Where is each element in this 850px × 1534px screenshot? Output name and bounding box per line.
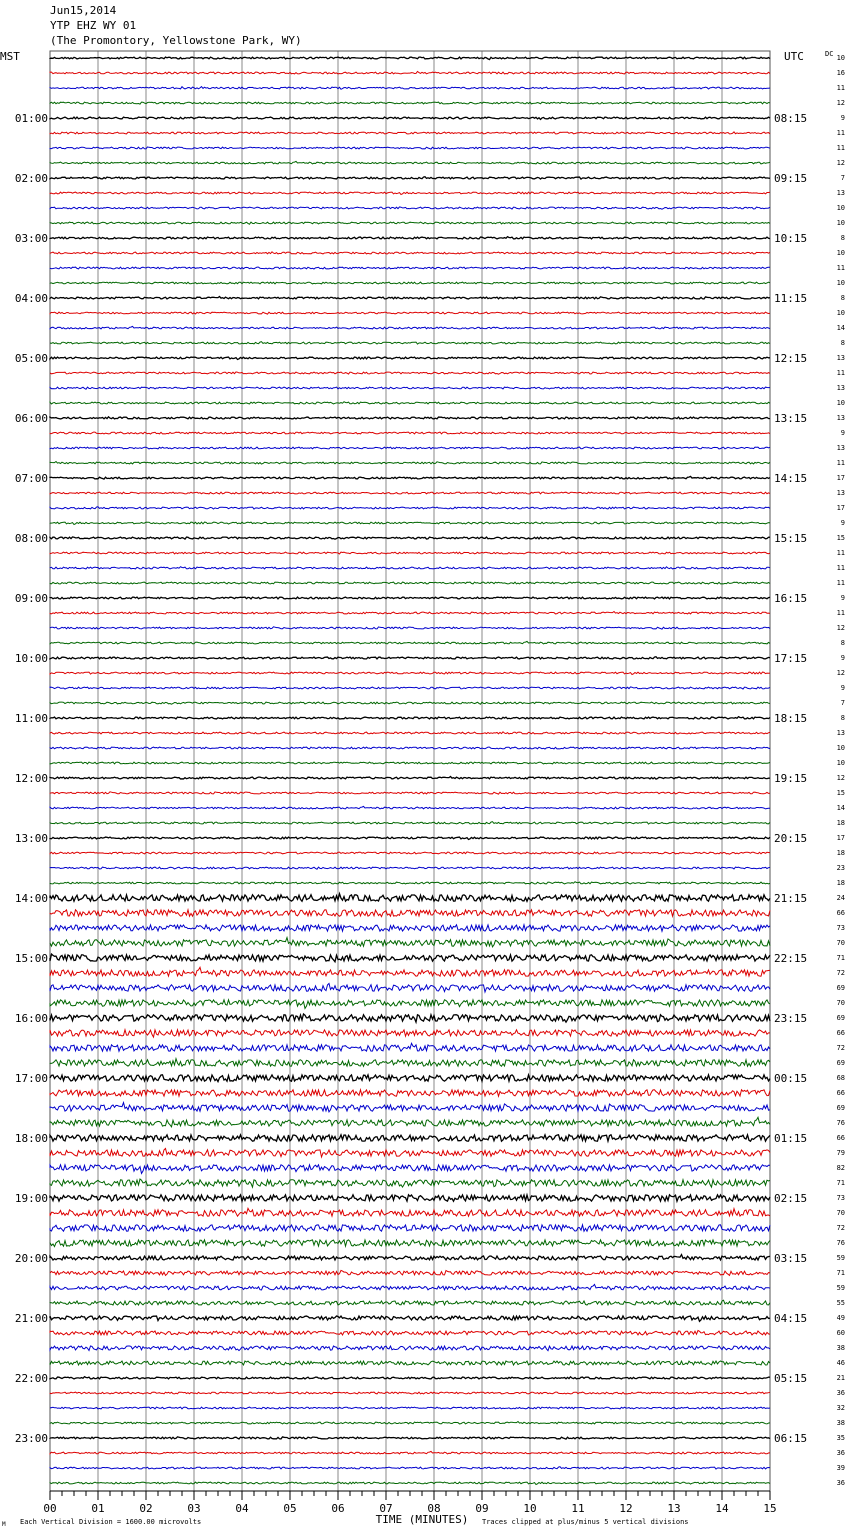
dc-offset-label: 10 bbox=[836, 759, 845, 767]
trace-47 bbox=[50, 762, 770, 764]
trace-22 bbox=[50, 387, 770, 389]
trace-92 bbox=[50, 1437, 770, 1439]
trace-25 bbox=[50, 432, 770, 434]
footer-clip-note: Traces clipped at plus/minus 5 vertical divisions bbox=[482, 1518, 689, 1526]
trace-28 bbox=[50, 476, 770, 479]
dc-offset-label: 60 bbox=[836, 1329, 845, 1337]
left-axis-label: MST bbox=[0, 50, 20, 63]
trace-30 bbox=[50, 507, 770, 509]
dc-offset-label: 8 bbox=[840, 714, 845, 722]
trace-8 bbox=[50, 177, 770, 179]
trace-48 bbox=[50, 777, 770, 780]
trace-75 bbox=[50, 1179, 770, 1187]
left-hour-label: 12:00 bbox=[14, 772, 48, 785]
dc-offset-label: 39 bbox=[836, 1464, 845, 1472]
dc-offset-label: 59 bbox=[836, 1254, 845, 1262]
dc-offset-label: 10 bbox=[836, 219, 845, 227]
dc-offset-label: 11 bbox=[836, 564, 845, 572]
dc-offset-label: 11 bbox=[836, 549, 845, 557]
dc-offset-label: 8 bbox=[840, 294, 845, 302]
dc-offset-label: 13 bbox=[836, 489, 845, 497]
dc-offset-label: 12 bbox=[836, 669, 845, 677]
left-hour-label: 15:00 bbox=[14, 952, 48, 965]
dc-offset-label: 24 bbox=[836, 894, 845, 902]
trace-11 bbox=[50, 222, 770, 224]
dc-offset-label: 15 bbox=[836, 789, 845, 797]
dc-offset-label: 72 bbox=[836, 1224, 845, 1232]
trace-81 bbox=[50, 1270, 770, 1275]
trace-54 bbox=[50, 867, 770, 869]
trace-35 bbox=[50, 582, 770, 584]
dc-offset-label: 72 bbox=[836, 1044, 845, 1052]
dc-offset-label: 18 bbox=[836, 849, 845, 857]
x-tick-label: 13 bbox=[667, 1502, 681, 1515]
dc-offset-label: 9 bbox=[840, 114, 845, 122]
trace-58 bbox=[50, 925, 770, 931]
dc-offset-label: 23 bbox=[836, 864, 845, 872]
trace-73 bbox=[50, 1149, 770, 1158]
dc-offset-label: 66 bbox=[836, 909, 845, 917]
trace-33 bbox=[50, 552, 770, 554]
trace-93 bbox=[50, 1451, 770, 1454]
dc-offset-label: 8 bbox=[840, 339, 845, 347]
trace-layer bbox=[50, 57, 770, 1484]
trace-16 bbox=[50, 297, 770, 300]
right-hour-label: 11:15 bbox=[774, 292, 808, 305]
trace-19 bbox=[50, 342, 770, 344]
trace-42 bbox=[50, 687, 770, 689]
dc-offset-label: 18 bbox=[836, 819, 845, 827]
dc-offset-label: 13 bbox=[836, 189, 845, 197]
trace-62 bbox=[50, 984, 770, 993]
trace-55 bbox=[50, 882, 770, 884]
x-tick-label: 02 bbox=[139, 1502, 153, 1515]
trace-60 bbox=[50, 954, 770, 962]
trace-1 bbox=[50, 72, 770, 74]
x-axis-label: TIME (MINUTES) bbox=[375, 1513, 469, 1526]
dc-offset-label: 76 bbox=[836, 1239, 845, 1247]
dc-offset-label: 13 bbox=[836, 384, 845, 392]
left-hour-label: 23:00 bbox=[14, 1432, 48, 1445]
right-hour-label: 21:15 bbox=[774, 892, 808, 905]
trace-85 bbox=[50, 1331, 770, 1336]
trace-38 bbox=[50, 627, 770, 629]
trace-66 bbox=[50, 1043, 770, 1051]
trace-24 bbox=[50, 417, 770, 419]
dc-offset-label: 73 bbox=[836, 924, 845, 932]
right-hour-label: 00:15 bbox=[774, 1072, 808, 1085]
dc-offset-label: 66 bbox=[836, 1089, 845, 1097]
trace-76 bbox=[50, 1195, 770, 1201]
dc-offset-label: 82 bbox=[836, 1164, 845, 1172]
trace-4 bbox=[50, 117, 770, 119]
right-axis-label: UTC bbox=[784, 50, 804, 63]
trace-14 bbox=[50, 267, 770, 269]
header-date: Jun15,2014 bbox=[50, 4, 117, 17]
left-hour-label: 16:00 bbox=[14, 1012, 48, 1025]
dc-offset-label: 17 bbox=[836, 474, 845, 482]
trace-87 bbox=[50, 1361, 770, 1365]
trace-77 bbox=[50, 1208, 770, 1216]
trace-40 bbox=[50, 657, 770, 659]
right-hour-label: 04:15 bbox=[774, 1312, 808, 1325]
dc-offset-label: 79 bbox=[836, 1149, 845, 1157]
dc-offset-label: 12 bbox=[836, 624, 845, 632]
left-hour-label: 20:00 bbox=[14, 1252, 48, 1265]
trace-15 bbox=[50, 282, 770, 284]
dc-offset-label: 36 bbox=[836, 1479, 845, 1487]
trace-51 bbox=[50, 822, 770, 824]
x-tick-label: 05 bbox=[283, 1502, 297, 1515]
trace-91 bbox=[50, 1422, 770, 1425]
dc-offset-label: 9 bbox=[840, 594, 845, 602]
right-hour-label: 13:15 bbox=[774, 412, 808, 425]
trace-45 bbox=[50, 732, 770, 734]
right-hour-label: 03:15 bbox=[774, 1252, 808, 1265]
dc-offset-label: 38 bbox=[836, 1344, 845, 1352]
trace-18 bbox=[50, 326, 770, 329]
dc-offset-label: 9 bbox=[840, 684, 845, 692]
x-tick-label: 06 bbox=[331, 1502, 345, 1515]
trace-80 bbox=[50, 1255, 770, 1260]
left-hour-label: 08:00 bbox=[14, 532, 48, 545]
trace-5 bbox=[50, 132, 770, 134]
right-hour-label: 18:15 bbox=[774, 712, 808, 725]
trace-12 bbox=[50, 237, 770, 239]
trace-37 bbox=[50, 612, 770, 614]
dc-offset-label: 11 bbox=[836, 579, 845, 587]
x-tick-label: 09 bbox=[475, 1502, 489, 1515]
left-hour-label: 02:00 bbox=[14, 172, 48, 185]
trace-29 bbox=[50, 492, 770, 494]
trace-23 bbox=[50, 402, 770, 404]
dc-offset-label: 55 bbox=[836, 1299, 845, 1307]
dc-offset-label: 10 bbox=[836, 399, 845, 407]
corner-mark: M bbox=[2, 1521, 6, 1528]
header-station: YTP EHZ WY 01 bbox=[50, 19, 137, 32]
left-hour-label: 04:00 bbox=[14, 292, 48, 305]
trace-53 bbox=[50, 852, 770, 854]
dc-offset-label: 73 bbox=[836, 1194, 845, 1202]
left-hour-label: 22:00 bbox=[14, 1372, 48, 1385]
trace-63 bbox=[50, 1000, 770, 1009]
dc-offset-label: 9 bbox=[840, 654, 845, 662]
trace-70 bbox=[50, 1103, 770, 1112]
dc-offset-label: 70 bbox=[836, 1209, 845, 1217]
trace-36 bbox=[50, 597, 770, 599]
dc-offset-label: 7 bbox=[840, 699, 845, 707]
dc-offset-label: 9 bbox=[840, 519, 845, 527]
left-hour-label: 09:00 bbox=[14, 592, 48, 605]
left-hour-label: 10:00 bbox=[14, 652, 48, 665]
dc-offset-label: 9 bbox=[840, 429, 845, 437]
dc-offset-label: 69 bbox=[836, 984, 845, 992]
x-tick-label: 08 bbox=[427, 1502, 441, 1515]
right-hour-label: 20:15 bbox=[774, 832, 808, 845]
trace-71 bbox=[50, 1117, 770, 1127]
trace-61 bbox=[50, 967, 770, 976]
right-hour-label: 02:15 bbox=[774, 1192, 808, 1205]
trace-65 bbox=[50, 1030, 770, 1037]
right-hour-label: 19:15 bbox=[774, 772, 808, 785]
left-hour-label: 18:00 bbox=[14, 1132, 48, 1145]
dc-offset-label: 68 bbox=[836, 1074, 845, 1082]
trace-95 bbox=[50, 1482, 770, 1484]
dc-offset-label: 18 bbox=[836, 879, 845, 887]
dc-offset-label: 49 bbox=[836, 1314, 845, 1322]
trace-64 bbox=[50, 1014, 770, 1022]
left-hour-label: 21:00 bbox=[14, 1312, 48, 1325]
dc-offset-label: 11 bbox=[836, 144, 845, 152]
dc-offset-label: 76 bbox=[836, 1119, 845, 1127]
trace-13 bbox=[50, 252, 770, 254]
trace-69 bbox=[50, 1090, 770, 1096]
trace-7 bbox=[50, 161, 770, 164]
trace-34 bbox=[50, 567, 770, 569]
trace-72 bbox=[50, 1135, 770, 1141]
trace-2 bbox=[50, 87, 770, 90]
trace-89 bbox=[50, 1392, 770, 1394]
dc-offset-label: 38 bbox=[836, 1419, 845, 1427]
dc-offset-label: 15 bbox=[836, 534, 845, 542]
trace-46 bbox=[50, 747, 770, 749]
left-hour-label: 11:00 bbox=[14, 712, 48, 725]
dc-offset-label: 69 bbox=[836, 1059, 845, 1067]
dc-offset-label: 11 bbox=[836, 459, 845, 467]
trace-26 bbox=[50, 447, 770, 449]
x-tick-label: 01 bbox=[91, 1502, 105, 1515]
right-hour-label: 14:15 bbox=[774, 472, 808, 485]
trace-67 bbox=[50, 1059, 770, 1067]
dc-label: DC bbox=[825, 50, 834, 58]
dc-offset-label: 10 bbox=[836, 309, 845, 317]
dc-offset-label: 14 bbox=[836, 804, 845, 812]
dc-offset-label: 21 bbox=[836, 1374, 845, 1382]
right-hour-label: 17:15 bbox=[774, 652, 808, 665]
dc-offset-label: 71 bbox=[836, 1269, 845, 1277]
x-tick-label: 11 bbox=[571, 1502, 585, 1515]
trace-31 bbox=[50, 522, 770, 524]
dc-offset-label: 36 bbox=[836, 1389, 845, 1397]
trace-86 bbox=[50, 1346, 770, 1351]
x-tick-label: 03 bbox=[187, 1502, 201, 1515]
header-location: (The Promontory, Yellowstone Park, WY) bbox=[50, 34, 302, 47]
dc-offset-label: 46 bbox=[836, 1359, 845, 1367]
dc-offset-label: 17 bbox=[836, 834, 845, 842]
trace-83 bbox=[50, 1300, 770, 1305]
right-hour-label: 22:15 bbox=[774, 952, 808, 965]
dc-offset-label: 32 bbox=[836, 1404, 845, 1412]
dc-offset-label: 71 bbox=[836, 954, 845, 962]
trace-17 bbox=[50, 312, 770, 314]
right-hour-label: 06:15 bbox=[774, 1432, 808, 1445]
left-hour-label: 06:00 bbox=[14, 412, 48, 425]
dc-offset-label: 8 bbox=[840, 234, 845, 242]
x-tick-label: 04 bbox=[235, 1502, 249, 1515]
dc-offset-label: 13 bbox=[836, 444, 845, 452]
trace-6 bbox=[50, 147, 770, 149]
dc-offset-label: 36 bbox=[836, 1449, 845, 1457]
right-hour-label: 12:15 bbox=[774, 352, 808, 365]
right-hour-label: 01:15 bbox=[774, 1132, 808, 1145]
trace-74 bbox=[50, 1165, 770, 1174]
footer-scale-note: Each Vertical Division = 1600.00 microvolts bbox=[20, 1518, 202, 1526]
trace-50 bbox=[50, 806, 770, 809]
trace-94 bbox=[50, 1467, 770, 1469]
trace-78 bbox=[50, 1225, 770, 1232]
left-hour-label: 03:00 bbox=[14, 232, 48, 245]
dc-offset-label: 12 bbox=[836, 99, 845, 107]
dc-offset-label: 16 bbox=[836, 69, 845, 77]
dc-offset-label: 10 bbox=[836, 279, 845, 287]
left-hour-label: 14:00 bbox=[14, 892, 48, 905]
right-hour-label: 16:15 bbox=[774, 592, 808, 605]
dc-offset-label: 70 bbox=[836, 999, 845, 1007]
x-tick-label: 07 bbox=[379, 1502, 393, 1515]
trace-52 bbox=[50, 837, 770, 839]
dc-offset-label: 13 bbox=[836, 729, 845, 737]
dc-offset-label: 71 bbox=[836, 1179, 845, 1187]
trace-39 bbox=[50, 641, 770, 644]
trace-27 bbox=[50, 462, 770, 465]
trace-44 bbox=[50, 717, 770, 719]
dc-offset-label: 10 bbox=[836, 54, 845, 62]
x-tick-label: 12 bbox=[619, 1502, 633, 1515]
trace-68 bbox=[50, 1075, 770, 1082]
dc-offset-label: 69 bbox=[836, 1014, 845, 1022]
right-hour-label: 15:15 bbox=[774, 532, 808, 545]
trace-56 bbox=[50, 894, 770, 902]
trace-59 bbox=[50, 938, 770, 947]
dc-offset-label: 11 bbox=[836, 609, 845, 617]
right-hour-label: 09:15 bbox=[774, 172, 808, 185]
dc-offset-label: 69 bbox=[836, 1104, 845, 1112]
left-hour-label: 07:00 bbox=[14, 472, 48, 485]
dc-offset-label: 8 bbox=[840, 639, 845, 647]
x-tick-label: 15 bbox=[763, 1502, 777, 1515]
trace-79 bbox=[50, 1240, 770, 1247]
dc-offset-label: 35 bbox=[836, 1434, 845, 1442]
trace-57 bbox=[50, 910, 770, 917]
left-hour-label: 01:00 bbox=[14, 112, 48, 125]
trace-88 bbox=[50, 1377, 770, 1379]
trace-21 bbox=[50, 372, 770, 374]
right-hour-label: 08:15 bbox=[774, 112, 808, 125]
dc-offset-label: 12 bbox=[836, 774, 845, 782]
dc-offset-label: 17 bbox=[836, 504, 845, 512]
right-hour-label: 10:15 bbox=[774, 232, 808, 245]
dc-offset-label: 59 bbox=[836, 1284, 845, 1292]
label-layer bbox=[0, 50, 845, 1528]
dc-offset-label: 10 bbox=[836, 249, 845, 257]
dc-offset-label: 70 bbox=[836, 939, 845, 947]
dc-offset-label: 14 bbox=[836, 324, 845, 332]
trace-3 bbox=[50, 102, 770, 104]
dc-offset-label: 10 bbox=[836, 204, 845, 212]
dc-offset-label: 72 bbox=[836, 969, 845, 977]
dc-offset-label: 10 bbox=[836, 744, 845, 752]
trace-32 bbox=[50, 537, 770, 539]
dc-offset-label: 7 bbox=[840, 174, 845, 182]
dc-offset-label: 13 bbox=[836, 414, 845, 422]
left-hour-label: 05:00 bbox=[14, 352, 48, 365]
trace-43 bbox=[50, 702, 770, 704]
trace-20 bbox=[50, 357, 770, 359]
trace-0 bbox=[50, 57, 770, 60]
dc-offset-label: 11 bbox=[836, 369, 845, 377]
left-hour-label: 17:00 bbox=[14, 1072, 48, 1085]
left-hour-label: 13:00 bbox=[14, 832, 48, 845]
dc-offset-label: 11 bbox=[836, 129, 845, 137]
trace-10 bbox=[50, 207, 770, 209]
left-hour-label: 19:00 bbox=[14, 1192, 48, 1205]
dc-offset-label: 66 bbox=[836, 1029, 845, 1037]
trace-49 bbox=[50, 792, 770, 794]
right-hour-label: 05:15 bbox=[774, 1372, 808, 1385]
dc-offset-label: 11 bbox=[836, 84, 845, 92]
trace-90 bbox=[50, 1407, 770, 1409]
trace-82 bbox=[50, 1284, 770, 1290]
x-tick-label: 14 bbox=[715, 1502, 729, 1515]
dc-offset-label: 66 bbox=[836, 1134, 845, 1142]
trace-84 bbox=[50, 1316, 770, 1321]
trace-9 bbox=[50, 192, 770, 194]
dc-offset-label: 12 bbox=[836, 159, 845, 167]
x-tick-label: 00 bbox=[43, 1502, 57, 1515]
dc-offset-label: 13 bbox=[836, 354, 845, 362]
trace-41 bbox=[50, 672, 770, 674]
dc-offset-label: 11 bbox=[836, 264, 845, 272]
right-hour-label: 23:15 bbox=[774, 1012, 808, 1025]
x-tick-label: 10 bbox=[523, 1502, 537, 1515]
